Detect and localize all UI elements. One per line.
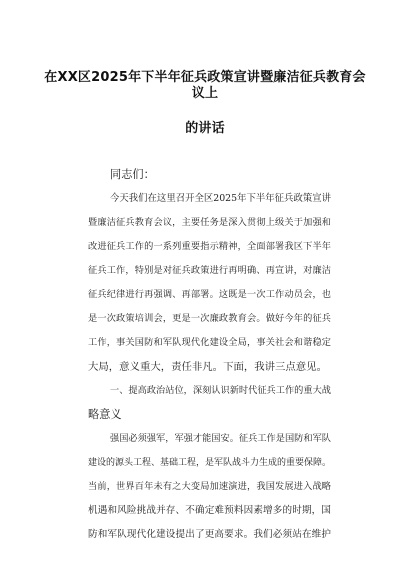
paragraph-line: 是一次政策培训会，更是一次廉政教育会。做好今年的征兵 bbox=[88, 313, 331, 324]
paragraph-line: 工作，事关国防和军队现代化建设全局，事关社会和谐稳定 bbox=[88, 337, 331, 348]
paragraph-line: 强国必须强军，军强才能国安。征兵工作是国防和军队 bbox=[110, 433, 331, 444]
paragraph-line: 暨廉洁征兵教育会议，主要任务是深入贯彻上级关于加强和 bbox=[88, 217, 331, 228]
paragraph-line: 大局，意义重大，责任非凡。下面，我讲三点意见。 bbox=[88, 361, 327, 373]
document-title-line-1: 在XX区2025年下半年征兵政策宣讲暨廉洁征兵教育会议上 bbox=[44, 70, 366, 101]
paragraph-line: 今天我们在这里召开全区2025年下半年征兵政策宣讲 bbox=[110, 193, 331, 204]
paragraph-line: 征兵工作，特别是对征兵政策进行再明确、再宣讲，对廉洁 bbox=[88, 265, 331, 276]
paragraph-line: 防和军队现代化建设提出了更高要求。我们必须站在维护 bbox=[88, 529, 331, 540]
paragraph-line: 当前，世界百年未有之大变局加速演进，我国发展进入战略 bbox=[88, 481, 331, 492]
section-heading-line: 略意义 bbox=[88, 408, 122, 421]
paragraph-line: 征兵纪律进行再强调、再部署。这既是一次工作动员会，也 bbox=[88, 289, 331, 300]
paragraph-line: 建设的源头工程、基础工程，是军队战斗力生成的重要保障。 bbox=[88, 458, 332, 468]
section-heading-line: 一、提高政治站位，深刻认识新时代征兵工作的重大战 bbox=[110, 385, 331, 396]
paragraph-line: 改进征兵工作的一系列重要指示精神，全面部署我区下半年 bbox=[88, 241, 331, 252]
document-title-line-2: 的讲话 bbox=[185, 121, 225, 136]
paragraph-line: 机遇和风险挑战并存、不确定难预料因素增多的时期，国 bbox=[88, 505, 331, 516]
salutation: 同志们： bbox=[110, 168, 155, 181]
